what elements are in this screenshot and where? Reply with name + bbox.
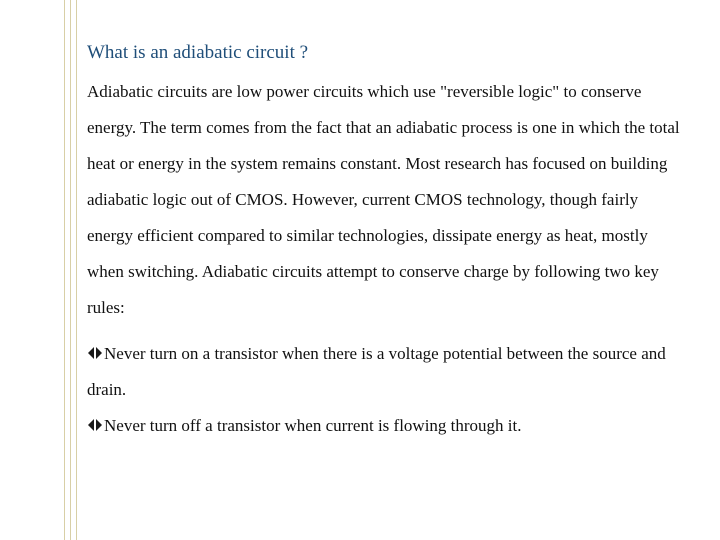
left-decorative-rule-2 — [70, 0, 71, 540]
body-paragraph: Adiabatic circuits are low power circuits which use "reversible logic" to conserve energy. The term comes from the fact that an adiabatic process is one in which the total heat or energy in the system remains constant. Most research has focused on building adiabatic logic out of CMOS. However, current CMOS technology, though fairly energy efficient compared to similar technologies, dissipate energy as heat, mostly when switching. Adiabatic circuits attempt to conserve charge by following two key rules: — [87, 82, 680, 317]
left-decorative-rule-1 — [64, 0, 65, 540]
diamond-bullet-icon — [87, 346, 103, 360]
slide-title: What is an adiabatic circuit ? — [87, 42, 309, 63]
bullet-text: Never turn on a transistor when there is a voltage potential between the source and drain. — [87, 344, 666, 399]
slide-content — [87, 40, 687, 444]
bullet-text: Never turn off a transistor when current is flowing through it. — [104, 416, 522, 435]
left-decorative-rule-3 — [76, 0, 77, 540]
diamond-bullet-icon — [87, 418, 103, 432]
list-item — [87, 408, 687, 444]
list-item — [87, 336, 687, 408]
bullet-list — [87, 336, 687, 444]
